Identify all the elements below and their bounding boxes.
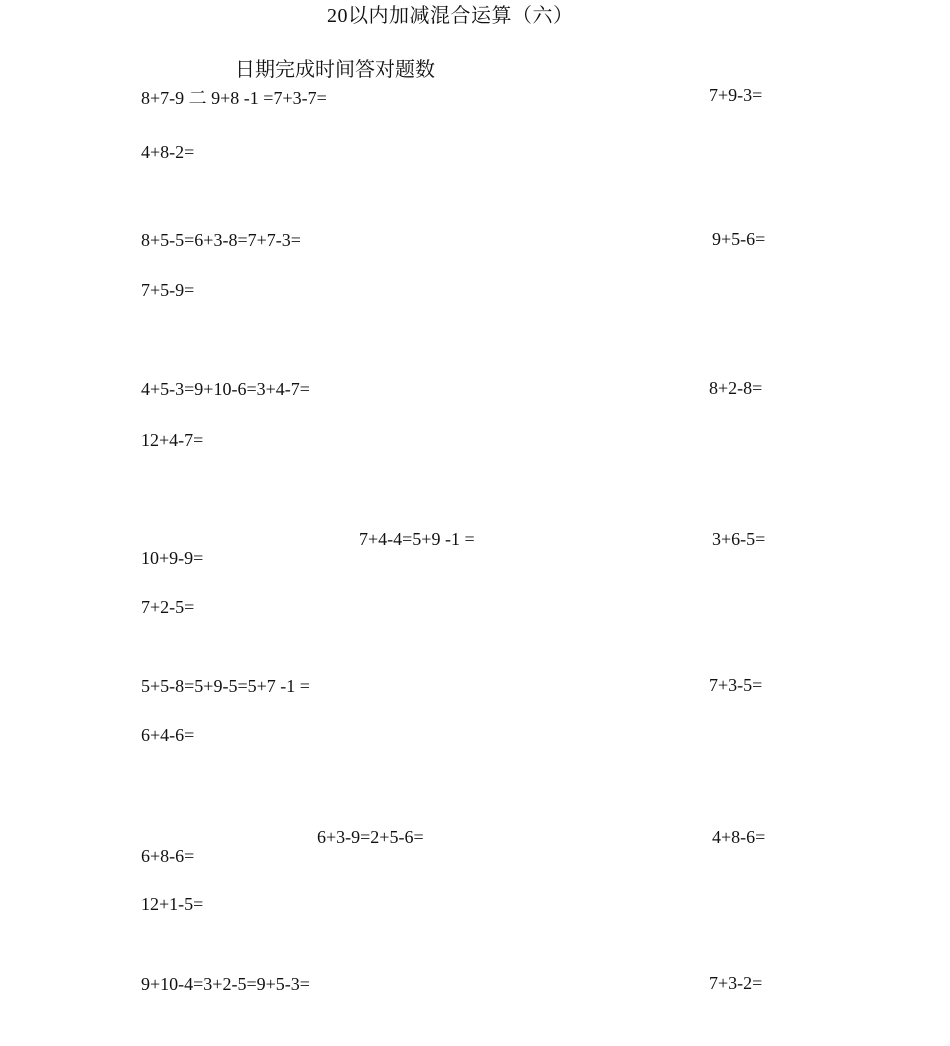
problem-line: 3+6-5= — [712, 529, 766, 549]
problem-line: 7+5-9= — [141, 280, 195, 300]
problem-line: 6+8-6= — [141, 846, 195, 866]
problem-line: 7+2-5= — [141, 597, 195, 617]
problem-line: 9+10-4=3+2-5=9+5-3= — [141, 974, 310, 994]
problem-line: 12+4-7= — [141, 430, 204, 450]
problem-line: 6+3-9=2+5-6= — [317, 827, 424, 847]
problem-line: 8+7-9 二 9+8 -1 =7+3-7= — [141, 88, 327, 108]
problem-line: 7+3-2= — [709, 973, 763, 993]
problem-line: 8+5-5=6+3-8=7+7-3= — [141, 230, 301, 250]
problem-line: 10+9-9= — [141, 548, 204, 568]
problem-line: 4+8-2= — [141, 142, 195, 162]
worksheet-title: 20以内加减混合运算（六） — [327, 5, 574, 27]
problem-line: 7+4-4=5+9 -1 = — [359, 529, 475, 549]
problem-line: 6+4-6= — [141, 725, 195, 745]
problem-line: 7+9-3= — [709, 85, 763, 105]
problem-line: 8+2-8= — [709, 378, 763, 398]
problem-line: 4+8-6= — [712, 827, 766, 847]
problem-line: 7+3-5= — [709, 675, 763, 695]
problem-line: 4+5-3=9+10-6=3+4-7= — [141, 379, 310, 399]
problem-line: 5+5-8=5+9-5=5+7 -1 = — [141, 676, 310, 696]
problem-line: 9+5-6= — [712, 229, 766, 249]
problem-line: 12+1-5= — [141, 894, 204, 914]
header-row: 日期完成时间答对题数 — [235, 59, 435, 81]
